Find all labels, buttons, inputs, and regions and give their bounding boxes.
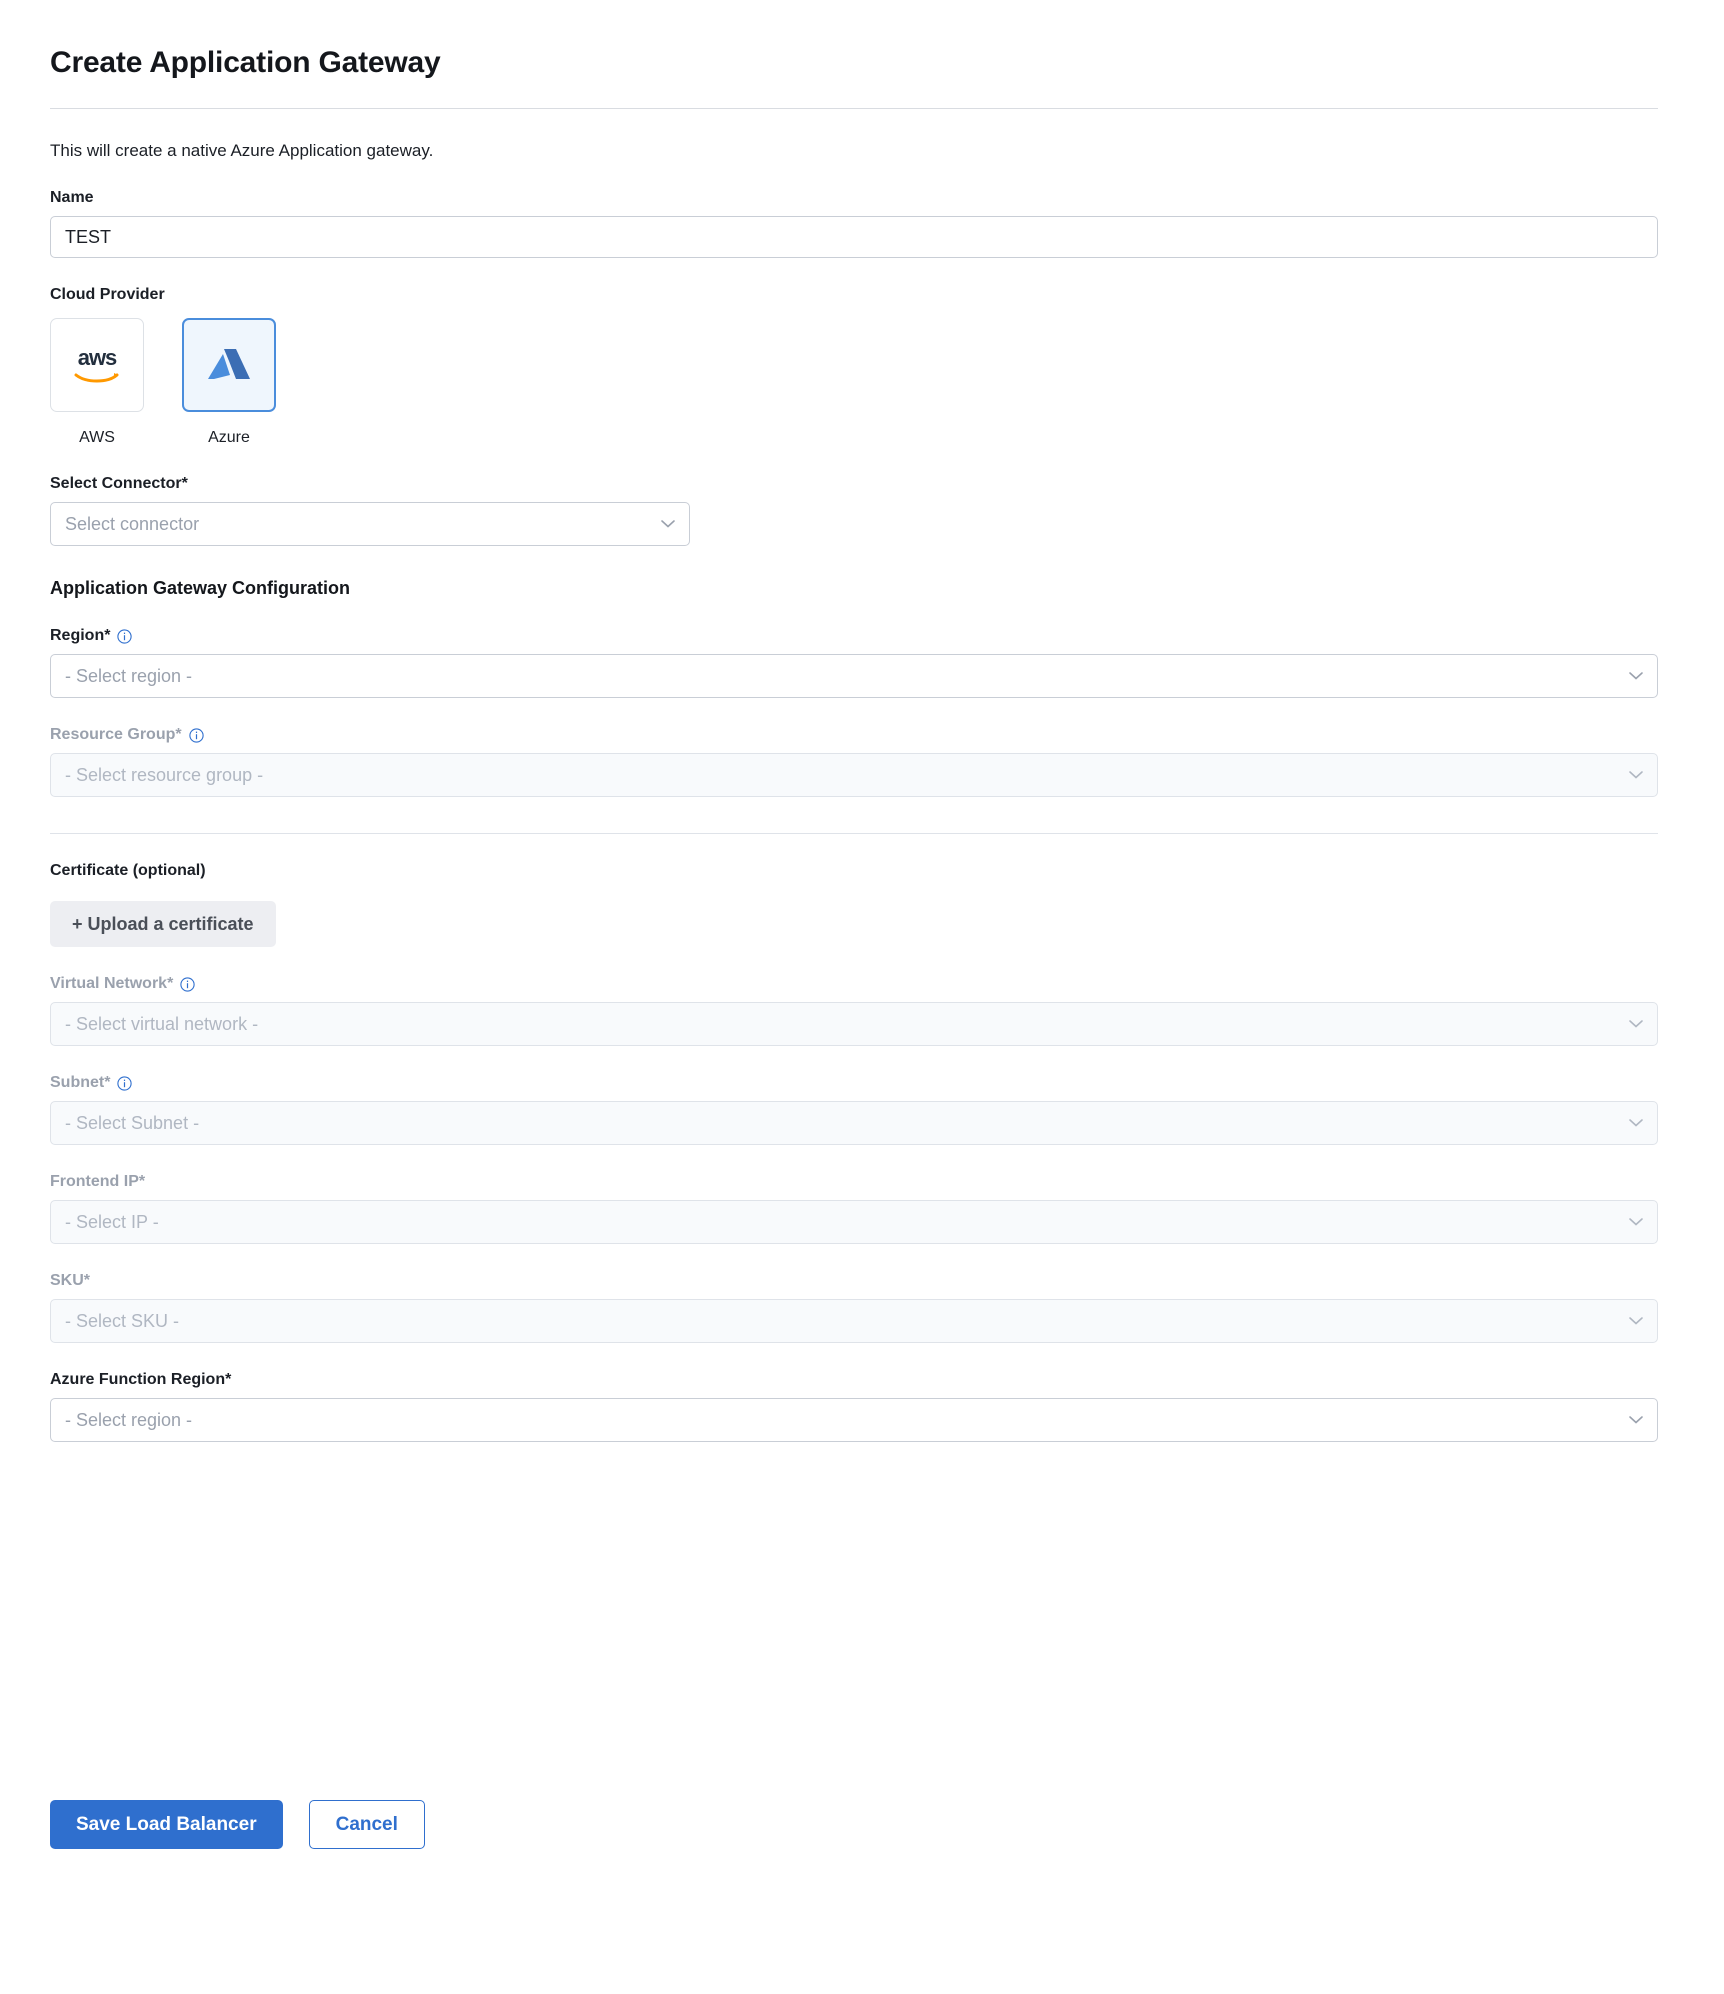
virtual-network-group: [50, 975, 1674, 1046]
connector-select[interactable]: [50, 502, 690, 546]
virtual-network-label: [50, 975, 1674, 993]
subnet-label-text: Subnet*: [50, 1074, 111, 1091]
title-divider: [50, 108, 1658, 109]
info-icon[interactable]: [180, 977, 195, 992]
config-section-heading: Application Gateway Configuration: [50, 578, 351, 598]
upload-certificate-button[interactable]: + Upload a certificate: [50, 901, 276, 947]
aws-smile-icon: [74, 372, 120, 384]
name-input[interactable]: [50, 216, 1658, 258]
frontend-ip-label: Frontend IP*: [50, 1173, 146, 1190]
virtual-network-select[interactable]: [50, 1002, 1658, 1046]
name-label: Name: [50, 189, 94, 206]
provider-option-azure[interactable]: [182, 318, 276, 447]
bottom-spacer: [50, 1442, 1674, 1562]
cloud-provider-options: [50, 318, 1674, 447]
azure-logo-icon: [206, 345, 252, 385]
frontend-ip-select[interactable]: [50, 1200, 1658, 1244]
chevron-down-icon: [1629, 672, 1643, 681]
connector-select-wrap[interactable]: [50, 502, 690, 546]
section-divider: [50, 833, 1658, 834]
save-load-balancer-button[interactable]: Save Load Balancer: [50, 1800, 283, 1849]
resource-group-group: [50, 726, 1674, 797]
chevron-down-icon: [1629, 771, 1643, 780]
certificate-label: Certificate (optional): [50, 862, 206, 879]
provider-card-aws[interactable]: [50, 318, 144, 412]
provider-label-aws: AWS: [79, 429, 115, 446]
region-label: [50, 627, 1674, 645]
virtual-network-label-text: Virtual Network*: [50, 975, 174, 992]
chevron-down-icon: [661, 520, 675, 529]
virtual-network-select-wrap[interactable]: [50, 1002, 1658, 1046]
subnet-select-value: - Select Subnet -: [65, 1112, 200, 1133]
chevron-down-icon: [1629, 1416, 1643, 1425]
azure-function-region-select-value: - Select region -: [65, 1409, 193, 1430]
certificate-group: [50, 862, 1674, 947]
frontend-ip-select-wrap[interactable]: [50, 1200, 1658, 1244]
provider-option-aws[interactable]: [50, 318, 144, 447]
cloud-provider-group: [50, 286, 1674, 447]
chevron-down-icon: [1629, 1317, 1643, 1326]
sku-select-wrap[interactable]: [50, 1299, 1658, 1343]
resource-group-label: [50, 726, 1674, 744]
resource-group-select-wrap[interactable]: [50, 753, 1658, 797]
sku-select-value: - Select SKU -: [65, 1310, 180, 1331]
chevron-down-icon: [1629, 1218, 1643, 1227]
name-field-group: [50, 189, 1674, 258]
info-icon[interactable]: [189, 728, 204, 743]
region-select-wrap[interactable]: [50, 654, 1658, 698]
connector-group: [50, 475, 1674, 546]
region-label-text: Region*: [50, 627, 111, 644]
subnet-select-wrap[interactable]: [50, 1101, 1658, 1145]
connector-select-value: Select connector: [65, 513, 200, 534]
form-description: This will create a native Azure Application gateway.: [50, 141, 434, 160]
aws-logo-text: aws: [77, 344, 117, 370]
provider-label-azure: Azure: [208, 429, 250, 446]
chevron-down-icon: [1629, 1119, 1643, 1128]
azure-function-region-select[interactable]: [50, 1398, 1658, 1442]
virtual-network-select-value: - Select virtual network -: [65, 1013, 259, 1034]
connector-label: Select Connector*: [50, 475, 188, 492]
resource-group-label-text: Resource Group*: [50, 726, 182, 743]
info-icon[interactable]: [117, 629, 132, 644]
cloud-provider-label: Cloud Provider: [50, 286, 165, 303]
sku-select[interactable]: [50, 1299, 1658, 1343]
info-icon[interactable]: [117, 1076, 132, 1091]
subnet-group: [50, 1074, 1674, 1145]
subnet-select[interactable]: [50, 1101, 1658, 1145]
resource-group-select[interactable]: [50, 753, 1658, 797]
form-actions: [0, 1800, 475, 1849]
frontend-ip-select-value: - Select IP -: [65, 1211, 159, 1232]
azure-function-region-label: Azure Function Region*: [50, 1371, 232, 1388]
frontend-ip-group: [50, 1173, 1674, 1244]
azure-function-region-select-wrap[interactable]: [50, 1398, 1658, 1442]
provider-card-azure[interactable]: [182, 318, 276, 412]
chevron-down-icon: [1629, 1020, 1643, 1029]
region-group: [50, 627, 1674, 698]
region-select-value: - Select region -: [65, 665, 193, 686]
sku-label: SKU*: [50, 1272, 91, 1289]
page-title: Create Application Gateway: [50, 46, 441, 79]
region-select[interactable]: [50, 654, 1658, 698]
cancel-button[interactable]: Cancel: [309, 1800, 425, 1849]
resource-group-select-value: - Select resource group -: [65, 764, 264, 785]
sku-group: [50, 1272, 1674, 1343]
aws-logo-icon: [74, 344, 120, 384]
azure-function-region-group: [50, 1371, 1674, 1442]
subnet-label: [50, 1074, 1674, 1092]
